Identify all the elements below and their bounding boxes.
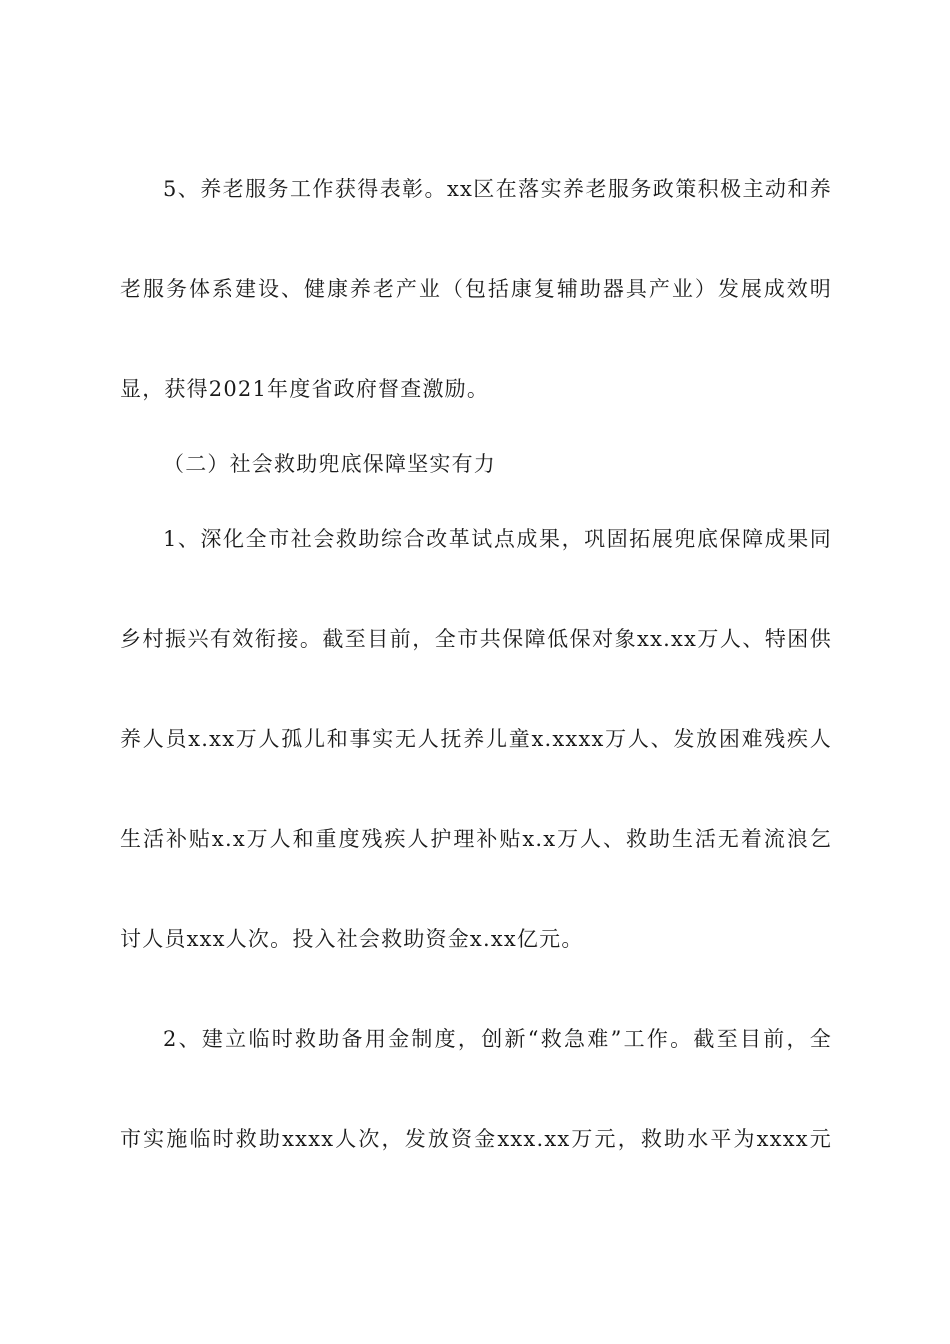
paragraph-line: 2、建立临时救助备用金制度，创新“救急难”工作。截至目前，全 — [163, 1027, 832, 1051]
paragraph-line: 讨人员xxx人次。投入社会救助资金x.xx亿元。 — [120, 927, 584, 951]
paragraph-line: 老服务体系建设、健康养老产业（包括康复辅助器具产业）发展成效明 — [120, 277, 832, 301]
paragraph-line: 市实施临时救助xxxx人次，发放资金xxx.xx万元，救助水平为xxxx元 — [120, 1127, 832, 1151]
paragraph-line: 显，获得2021年度省政府督查激励。 — [120, 377, 490, 401]
section-heading: （二）社会救助兜底保障坚实有力 — [163, 452, 496, 476]
paragraph-line: 乡村振兴有效衔接。截至目前，全市共保障低保对象xx.xx万人、特困供 — [120, 627, 832, 651]
paragraph-line: 养人员x.xx万人孤儿和事实无人抚养儿童x.xxxx万人、发放困难残疾人 — [120, 727, 832, 751]
paragraph-line: 5、养老服务工作获得表彰。xx区在落实养老服务政策积极主动和养 — [163, 177, 832, 201]
paragraph-line: 1、深化全市社会救助综合改革试点成果，巩固拓展兜底保障成果同 — [163, 527, 832, 551]
paragraph-line: 生活补贴x.x万人和重度残疾人护理补贴x.x万人、救助生活无着流浪乞 — [120, 827, 832, 851]
